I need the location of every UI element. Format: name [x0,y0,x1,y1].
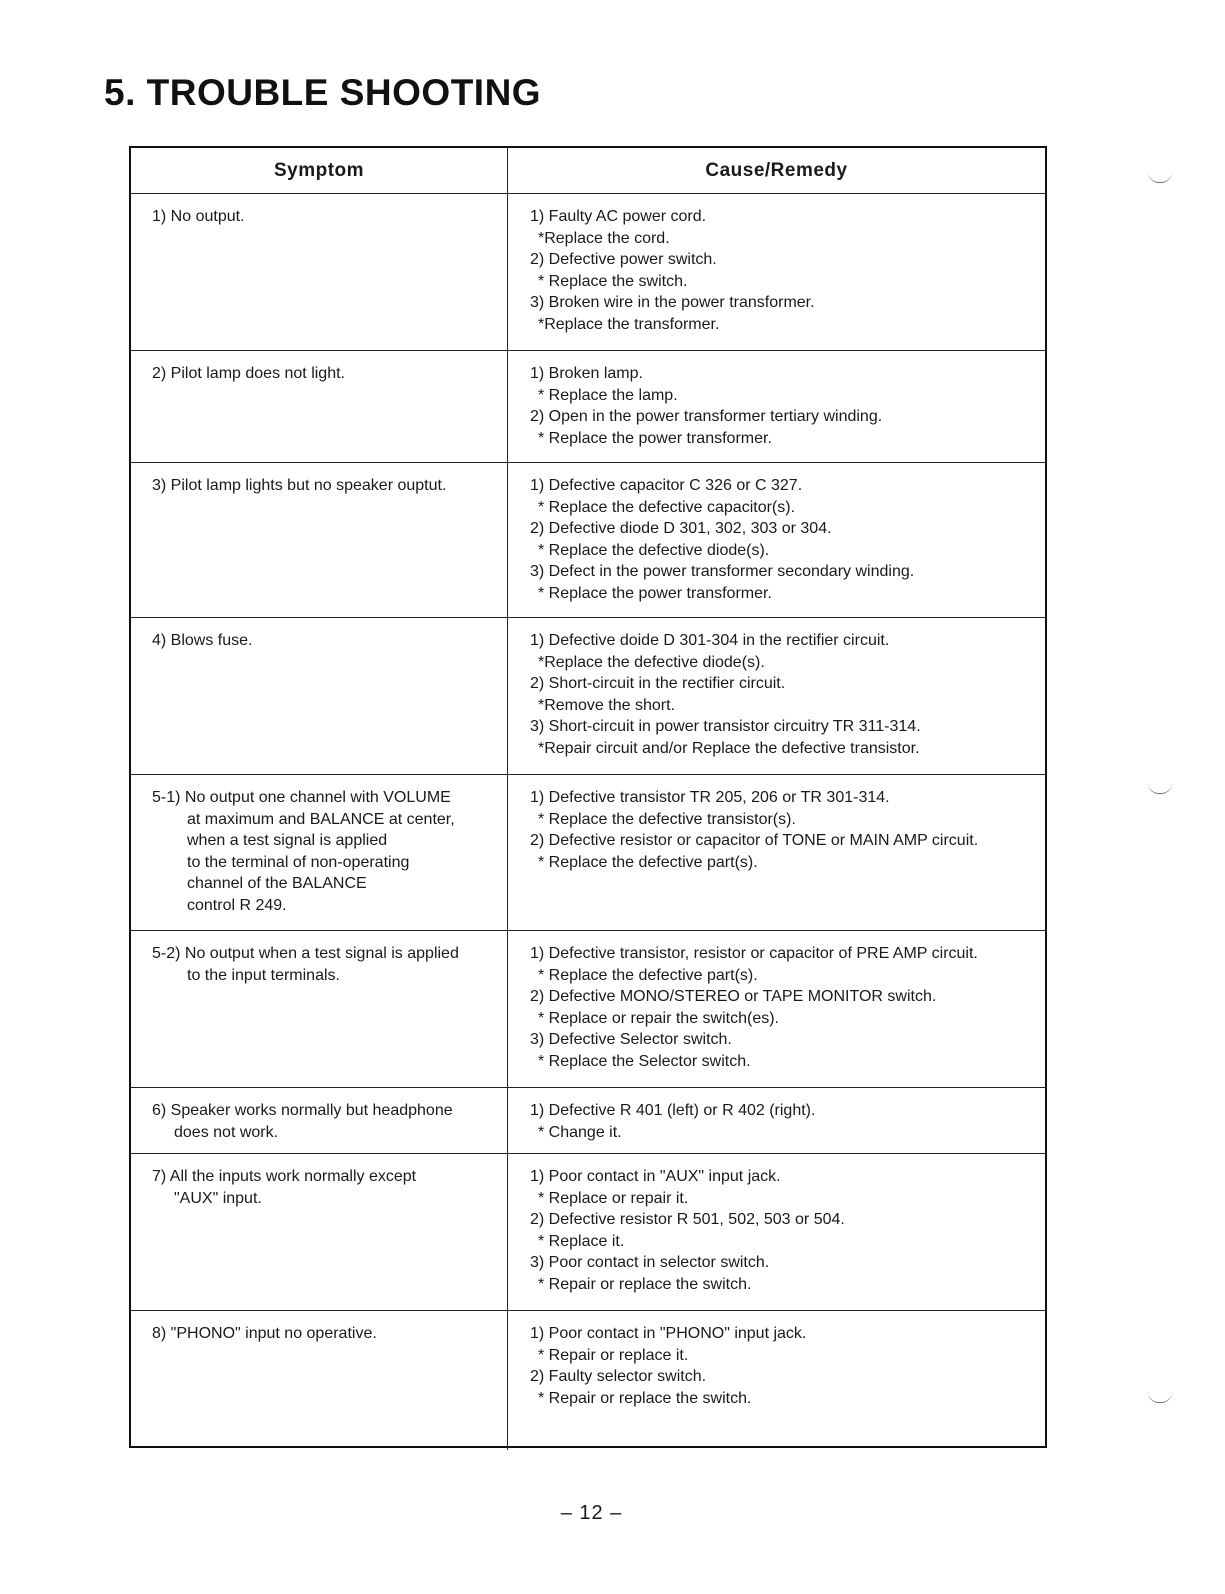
symptom-text: 7) All the inputs work normally except [152,1168,417,1185]
remedy-text: *Replace the defective diode(s). [538,653,765,671]
symptom-text-continued: at maximum and BALANCE at center, [187,810,455,828]
cause-remedy-cell [508,1088,1045,1153]
cause-remedy-cell [508,1311,1045,1450]
remedy-text: *Remove the short. [538,696,675,714]
remedy-text: * Replace the defective part(s). [538,853,758,871]
cause-remedy-cell [508,194,1045,350]
cause-text: 1) Defective transistor TR 205, 206 or TR 301-314. [530,789,890,806]
page-title: 5. TROUBLE SHOOTING [104,72,542,113]
cause-text: 3) Defect in the power transformer secondary winding. [530,563,915,581]
cause-text: 1) Poor contact in "PHONO" input jack. [530,1325,807,1342]
cause-text: 1) Broken lamp. [530,365,643,382]
symptom-text: 5-2) No output when a test signal is applied [152,945,459,962]
symptom-text: 1) No output. [152,208,245,225]
remedy-text: * Repair or replace the switch. [538,1389,752,1407]
cause-remedy-cell [508,1154,1045,1310]
remedy-text: * Replace the power transformer. [538,584,772,602]
cause-remedy-cell [508,351,1045,462]
remedy-text: * Replace the defective capacitor(s). [538,498,796,516]
cause-remedy-cell [508,463,1045,617]
remedy-text: *Replace the transformer. [538,315,720,333]
remedy-text: * Replace the defective diode(s). [538,541,770,559]
symptom-text: 8) "PHONO" input no operative. [152,1325,377,1342]
table-row [131,194,1045,351]
symptom-cell [131,351,508,462]
cause-text: 2) Faulty selector switch. [530,1368,707,1386]
symptom-text-continued: does not work. [174,1123,279,1141]
cause-text: 1) Poor contact in "AUX" input jack. [530,1168,781,1185]
table-row [131,1311,1045,1450]
symptom-text: 6) Speaker works normally but headphone [152,1102,453,1119]
symptom-cell [131,1311,508,1450]
scan-edge-mark [1148,172,1172,183]
table-header [131,148,1045,194]
cause-text: 2) Defective MONO/STEREO or TAPE MONITOR switch. [530,988,937,1006]
cause-text: 1) Defective doide D 301-304 in the rectifier circuit. [530,632,890,649]
symptom-cell [131,775,508,930]
cause-text: 1) Defective R 401 (left) or R 402 (right). [530,1102,816,1119]
cause-text: 3) Poor contact in selector switch. [530,1254,770,1272]
symptom-text: 4) Blows fuse. [152,632,253,649]
cause-text: 3) Short-circuit in power transistor circuitry TR 311-314. [530,718,921,736]
scan-edge-mark [1148,1392,1172,1403]
symptom-text-continued: to the terminal of non-operating [187,853,410,871]
cause-text: 2) Defective power switch. [530,251,717,269]
remedy-text: * Change it. [538,1123,622,1141]
remedy-text: * Replace the switch. [538,272,688,290]
symptom-text-continued: when a test signal is applied [187,832,388,850]
symptom-text-continued: channel of the BALANCE [187,875,367,893]
symptom-cell [131,1088,508,1153]
symptom-cell [131,618,508,774]
remedy-text: * Repair or replace it. [538,1346,689,1364]
table-row [131,1088,1045,1154]
cause-remedy-cell [508,775,1045,930]
remedy-text: * Replace the defective transistor(s). [538,810,796,828]
cause-text: 3) Broken wire in the power transformer. [530,294,815,312]
symptom-text: 2) Pilot lamp does not light. [152,365,345,382]
cause-text: 2) Defective resistor or capacitor of TONE or MAIN AMP circuit. [530,832,979,850]
remedy-text: * Replace the Selector switch. [538,1052,751,1070]
symptom-text-continued: "AUX" input. [174,1189,262,1207]
remedy-text: * Replace it. [538,1232,625,1250]
cause-text: 2) Defective resistor R 501, 502, 503 or 504. [530,1211,845,1229]
remedy-text: * Replace the power transformer. [538,429,772,447]
table-body [131,194,1045,1450]
table-row [131,618,1045,775]
table-row [131,351,1045,463]
remedy-text: * Replace or repair the switch(es). [538,1009,779,1027]
symptom-text: 5-1) No output one channel with VOLUME [152,789,451,806]
table-row [131,463,1045,618]
cause-remedy-header: Cause/Remedy [705,159,848,181]
page-number: – 12 – [560,1502,623,1524]
scan-edge-mark [1148,783,1172,794]
remedy-text: *Replace the cord. [538,229,670,247]
remedy-text: * Replace the defective part(s). [538,966,758,984]
symptom-cell [131,463,508,617]
remedy-text: * Replace or repair it. [538,1189,689,1207]
cause-text: 1) Defective transistor, resistor or capacitor of PRE AMP circuit. [530,945,978,962]
symptom-cell [131,194,508,350]
remedy-text: * Replace the lamp. [538,386,678,404]
remedy-text: *Repair circuit and/or Replace the defective transistor. [538,739,920,757]
symptom-text-continued: to the input terminals. [187,966,340,984]
remedy-text: * Repair or replace the switch. [538,1275,752,1293]
symptom-text: 3) Pilot lamp lights but no speaker ouptut. [152,477,447,494]
table-row [131,1154,1045,1311]
symptom-text-continued: control R 249. [187,896,287,914]
cause-text: 2) Open in the power transformer tertiary winding. [530,408,883,426]
cause-text: 1) Faulty AC power cord. [530,208,707,225]
troubleshooting-table [129,146,1047,1448]
cause-remedy-cell [508,618,1045,774]
table-row [131,931,1045,1088]
cause-text: 2) Defective diode D 301, 302, 303 or 304. [530,520,832,538]
symptom-cell [131,1154,508,1310]
cause-text: 3) Defective Selector switch. [530,1031,732,1049]
symptom-header: Symptom [131,148,508,193]
table-row [131,775,1045,931]
symptom-cell [131,931,508,1087]
cause-text: 1) Defective capacitor C 326 or C 327. [530,477,803,494]
cause-text: 2) Short-circuit in the rectifier circuit. [530,675,786,693]
cause-remedy-cell [508,931,1045,1087]
